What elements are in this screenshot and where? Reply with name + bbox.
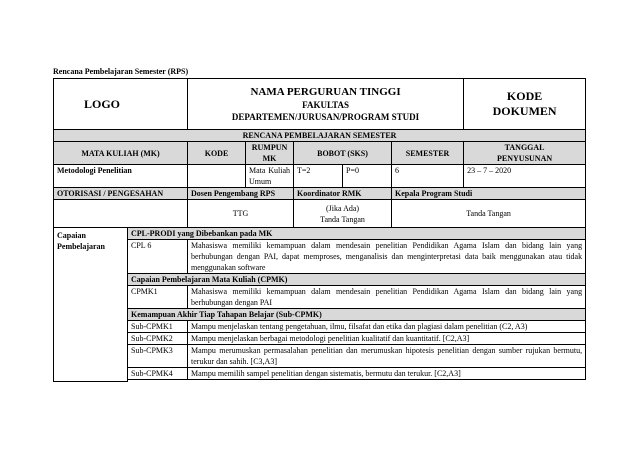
- authorization-values-row: [54, 200, 586, 228]
- institution-name: NAMA PERGURUAN TINGGI: [250, 85, 401, 98]
- col-code: KODE: [188, 142, 246, 165]
- course-row: [54, 165, 586, 188]
- document-caption: Rencana Pembelajaran Semester (RPS): [53, 67, 189, 76]
- course-semester: 6: [392, 165, 464, 188]
- institution-block: [188, 79, 464, 130]
- cpl-heading: CPL-PRODI yang Dibebankan pada MK: [128, 228, 586, 240]
- col-credits: BOBOT (SKS): [294, 142, 392, 165]
- course-name: Metodologi Penelitian: [54, 165, 188, 188]
- coordinator-signature: (Jika Ada) Tanda Tangan: [294, 200, 392, 228]
- course-theory-credits: T=2: [294, 165, 343, 188]
- sub-cpmk-code: Sub-CPMK3: [128, 345, 188, 368]
- col-date: TANGGAL PENYUSUNAN: [464, 142, 586, 165]
- col-course: MATA KULIAH (MK): [54, 142, 188, 165]
- cpmk-code: CPMK1: [128, 286, 188, 309]
- cpl-heading-row: [54, 228, 586, 240]
- sub-cpmk-code: Sub-CPMK2: [128, 333, 188, 345]
- sub-cpmk-code: Sub-CPMK4: [128, 368, 188, 380]
- cpmk-heading: Capaian Pembelajaran Mata Kuliah (CPMK): [128, 274, 586, 286]
- sub-cpmk-row: [54, 321, 586, 333]
- sub-cpmk-text: Mampu merumuskan permasalahan penelitian dan merumuskan hipotesis penelitian dengan sumber rujukan bermutu, terukur dan sahih. [C3,A3]: [188, 345, 586, 368]
- cpmk-row: [54, 286, 586, 309]
- sub-cpmk-text: Mampu menjelaskan berbagai metodologi penelitian kualitatif dan kuantitatif. [C2,A3]: [188, 333, 586, 345]
- sub-cpmk-row: [54, 368, 586, 380]
- cpl-code: CPL 6: [128, 240, 188, 274]
- department-name: DEPARTEMEN/JURUSAN/PROGRAM STUDI: [231, 111, 420, 122]
- sub-cpmk-text: Mampu memilih sampel penelitian dengan sistematis, bermutu dan terukur. [C2,A3]: [188, 368, 586, 380]
- head-signature: Tanda Tangan: [392, 200, 586, 228]
- spacer-row: [54, 381, 586, 382]
- authorization-label: OTORISASI / PENGESAHAN: [54, 188, 188, 200]
- outcomes-label: Capaian Pembelajaran: [54, 228, 128, 382]
- head-label: Kepala Program Studi: [392, 188, 586, 200]
- sub-cpmk-row: [54, 345, 586, 368]
- authorization-header-row: [54, 188, 586, 200]
- developer-label: Dosen Pengembang RPS: [188, 188, 294, 200]
- cpl-text: Mahasiswa memiliki kemampuan dalam mendesain penelitian Pendidikan Agama Islam dan bidang lain yang berhubungan dengan PAI, dapat memproses, menganalisis dan menginterpretasi data baik menggunakan atau tidak menggunakan software: [188, 240, 586, 274]
- logo-placeholder: LOGO: [54, 79, 188, 130]
- cpmk-text: Mahasiswa memiliki kemampuan dalam mendesain penelitian Pendidikan Agama Islam dan bidang lain yang berhubungan dengan PAI: [188, 286, 586, 309]
- sub-cpmk-code: Sub-CPMK1: [128, 321, 188, 333]
- rps-title: RENCANA PEMBELAJARAN SEMESTER: [54, 130, 586, 142]
- header-row: [54, 79, 586, 130]
- course-date: 23 – 7 – 2020: [464, 165, 586, 188]
- sub-cpmk-heading-row: [54, 309, 586, 321]
- coordinator-label: Koordinator RMK: [294, 188, 392, 200]
- col-rumpun: RUMPUN MK: [246, 142, 294, 165]
- course-rumpun: Mata Kuliah Umum: [246, 165, 294, 188]
- document-code: KODE DOKUMEN: [464, 79, 586, 130]
- sub-cpmk-heading: Kemampuan Akhir Tiap Tahapan Belajar (Sub-CPMK): [128, 309, 586, 321]
- sub-cpmk-text: Mampu menjelaskan tentang pengetahuan, ilmu, filsafat dan etika dan plagiasi dalam penelitian (C2, A3): [188, 321, 586, 333]
- sub-cpmk-row: [54, 333, 586, 345]
- course-code: [188, 165, 246, 188]
- cpmk-heading-row: [54, 274, 586, 286]
- column-header-row: [54, 142, 586, 165]
- cpl-row: [54, 240, 586, 274]
- developer-signature: TTG: [188, 200, 294, 228]
- rps-table: [53, 78, 586, 382]
- col-semester: SEMESTER: [392, 142, 464, 165]
- rps-title-row: [54, 130, 586, 142]
- faculty-name: FAKULTAS: [302, 99, 349, 110]
- course-practice-credits: P=0: [343, 165, 392, 188]
- authorization-empty: [54, 200, 188, 228]
